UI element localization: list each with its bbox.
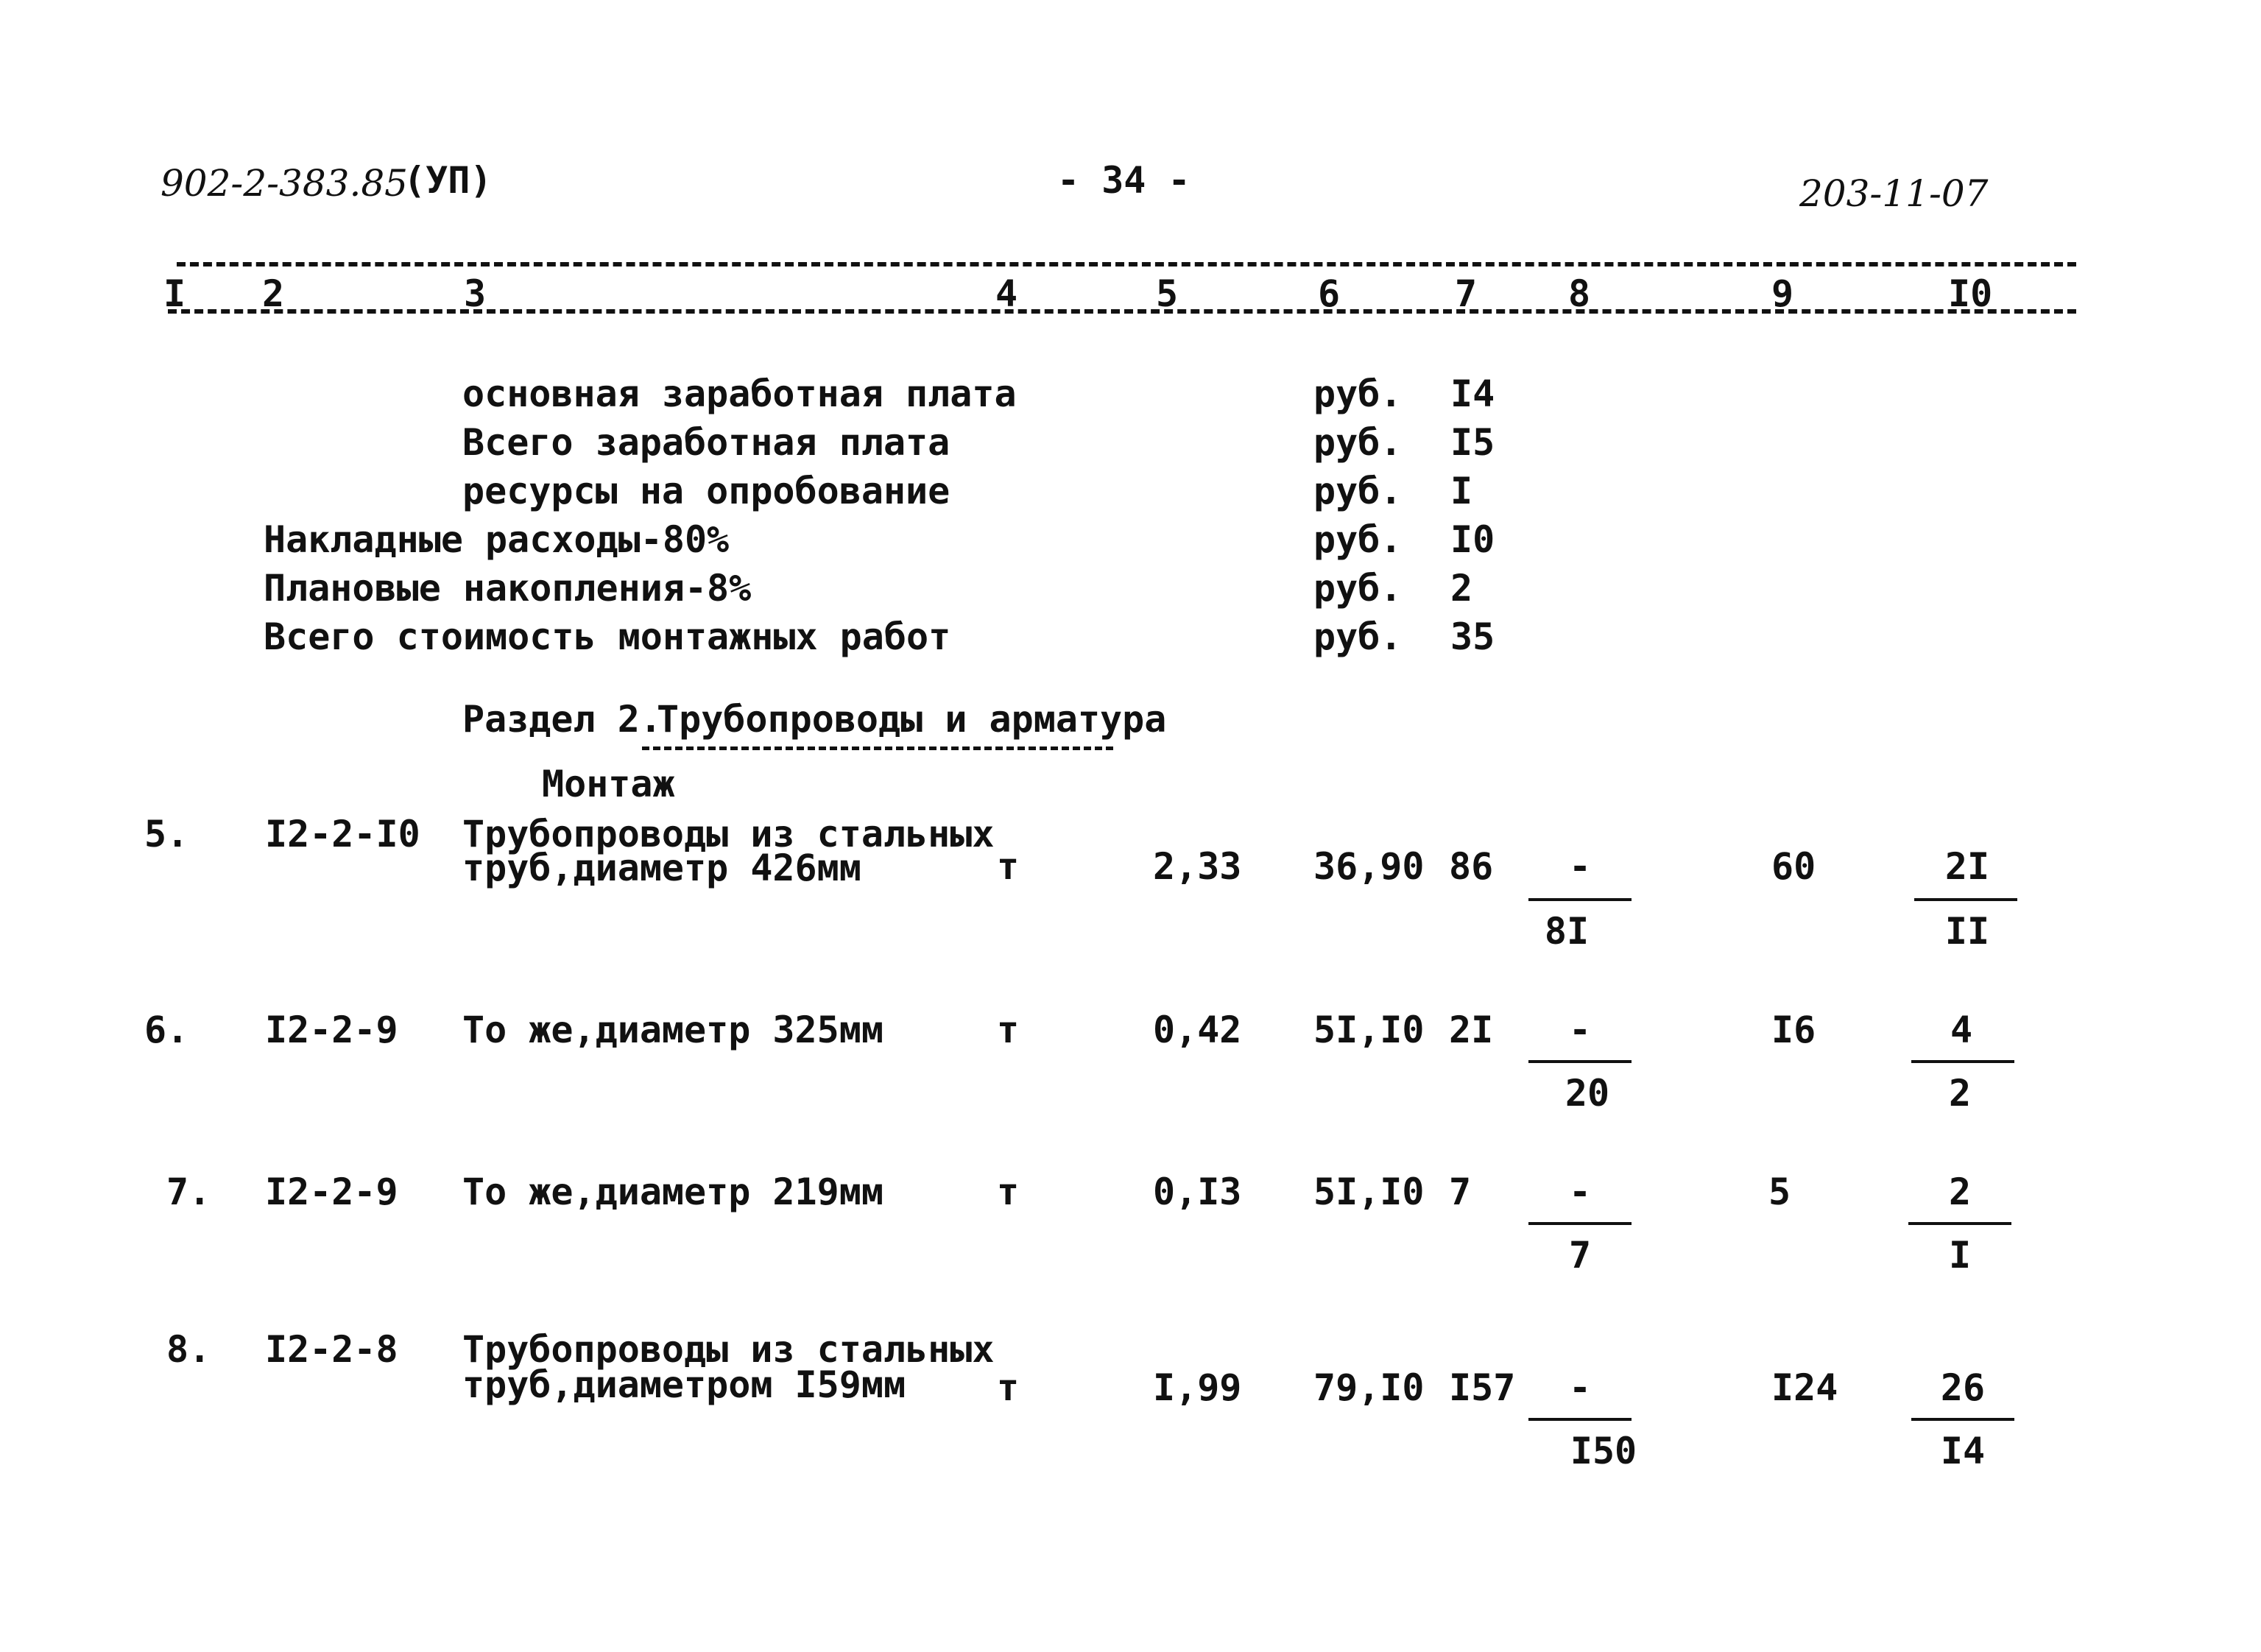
col8-fraction-bar xyxy=(1528,898,1632,901)
item-unit: т xyxy=(997,1366,1020,1409)
summary-value: I4 xyxy=(1450,373,1495,415)
col8-bottom: 7 xyxy=(1568,1234,1592,1277)
summary-value: I5 xyxy=(1450,421,1495,464)
column-number-6: 6 xyxy=(1318,272,1341,315)
item-description: Трубопроводы из стальных xyxy=(462,1328,995,1371)
volume-mark: (УП) xyxy=(403,159,493,202)
column-number-5: 5 xyxy=(1156,272,1179,315)
column-number-7: 7 xyxy=(1455,272,1478,315)
summary-label: Накладные расходы-80% xyxy=(264,518,730,561)
col10-bottom: I xyxy=(1948,1234,1972,1277)
col8-bottom: I50 xyxy=(1570,1430,1637,1472)
col10-top: 26 xyxy=(1940,1366,1986,1409)
column-number-1: I xyxy=(163,272,186,315)
item-unit-price: 79,I0 xyxy=(1313,1366,1425,1409)
item-total: I57 xyxy=(1449,1366,1516,1409)
summary-unit: руб. xyxy=(1313,470,1403,512)
section-prefix: Раздел 2. xyxy=(462,698,662,741)
col10-fraction-bar xyxy=(1911,1418,2014,1421)
item-number: 5. xyxy=(144,813,189,855)
item-unit-price: 36,90 xyxy=(1313,845,1425,888)
item-total: 86 xyxy=(1449,845,1494,888)
item-unit-price: 5I,I0 xyxy=(1313,1009,1425,1051)
column-number-10: I0 xyxy=(1948,272,1993,315)
reference-code: 203-11-07 xyxy=(1799,172,1989,215)
col10-top: 4 xyxy=(1950,1009,1973,1051)
col9-value: 5 xyxy=(1768,1171,1791,1213)
document-code: 902-2-383.85 xyxy=(161,162,408,205)
col8-bottom: 20 xyxy=(1565,1072,1610,1115)
section-title: Трубопроводы и арматура xyxy=(657,698,1167,741)
section-title-underline xyxy=(642,746,1113,750)
summary-unit: руб. xyxy=(1313,518,1403,561)
col10-fraction-bar xyxy=(1908,1222,2011,1225)
item-quantity: 2,33 xyxy=(1153,845,1242,888)
col8-fraction-bar xyxy=(1528,1060,1632,1063)
col9-value: 60 xyxy=(1771,845,1816,888)
item-code: I2-2-9 xyxy=(265,1009,398,1051)
column-header-top-rule xyxy=(177,262,2076,266)
item-unit: т xyxy=(997,845,1020,888)
item-description: То же,диаметр 219мм xyxy=(462,1171,883,1213)
col10-bottom: I4 xyxy=(1940,1430,1986,1472)
col8-top: - xyxy=(1568,845,1592,888)
col10-fraction-bar xyxy=(1911,1060,2014,1063)
summary-label: основная заработная плата xyxy=(462,373,1017,415)
col10-top: 2 xyxy=(1948,1171,1972,1213)
summary-value: 2 xyxy=(1450,567,1473,610)
summary-unit: руб. xyxy=(1313,421,1403,464)
column-number-4: 4 xyxy=(995,272,1018,315)
col9-value: I6 xyxy=(1771,1009,1816,1051)
summary-unit: руб. xyxy=(1313,373,1403,415)
column-number-3: 3 xyxy=(464,272,487,315)
item-description-line2: труб,диаметр 426мм xyxy=(462,847,861,889)
item-code: I2-2-8 xyxy=(265,1328,398,1371)
summary-unit: руб. xyxy=(1313,567,1403,610)
col8-fraction-bar xyxy=(1528,1418,1632,1421)
item-unit-price: 5I,I0 xyxy=(1313,1171,1425,1213)
page-number: - 34 - xyxy=(1057,159,1191,202)
summary-label: ресурсы на опробование xyxy=(462,470,950,512)
col10-fraction-bar xyxy=(1914,898,2017,901)
summary-unit: руб. xyxy=(1313,615,1403,658)
item-description-line2: труб,диаметром I59мм xyxy=(462,1363,906,1406)
col8-top: - xyxy=(1568,1366,1592,1409)
item-quantity: 0,42 xyxy=(1153,1009,1242,1051)
item-number: 7. xyxy=(166,1171,211,1213)
item-quantity: 0,I3 xyxy=(1153,1171,1242,1213)
item-code: I2-2-9 xyxy=(265,1171,398,1213)
item-description: То же,диаметр 325мм xyxy=(462,1009,883,1051)
col10-bottom: II xyxy=(1944,910,1990,953)
col8-fraction-bar xyxy=(1528,1222,1632,1225)
item-total: 7 xyxy=(1449,1171,1472,1213)
col8-top: - xyxy=(1568,1171,1592,1213)
column-number-9: 9 xyxy=(1771,272,1794,315)
summary-label: Всего стоимость монтажных работ xyxy=(264,615,951,658)
item-code: I2-2-I0 xyxy=(265,813,420,855)
col9-value: I24 xyxy=(1771,1366,1838,1409)
item-unit: т xyxy=(997,1171,1020,1213)
summary-value: I xyxy=(1450,470,1473,512)
col8-top: - xyxy=(1568,1009,1592,1051)
column-number-8: 8 xyxy=(1568,272,1591,315)
column-number-2: 2 xyxy=(262,272,285,315)
section-subtitle: Монтаж xyxy=(542,763,675,805)
summary-value: I0 xyxy=(1450,518,1495,561)
summary-value: 35 xyxy=(1450,615,1495,658)
item-total: 2I xyxy=(1449,1009,1494,1051)
summary-label: Всего заработная плата xyxy=(462,421,950,464)
col8-bottom: 8I xyxy=(1544,910,1590,953)
col10-top: 2I xyxy=(1944,845,1990,888)
summary-label: Плановые накопления-8% xyxy=(264,567,752,610)
item-quantity: I,99 xyxy=(1153,1366,1242,1409)
item-description: Трубопроводы из стальных xyxy=(462,813,995,855)
item-number: 8. xyxy=(166,1328,211,1371)
item-unit: т xyxy=(997,1009,1020,1051)
item-number: 6. xyxy=(144,1009,189,1051)
col10-bottom: 2 xyxy=(1948,1072,1972,1115)
